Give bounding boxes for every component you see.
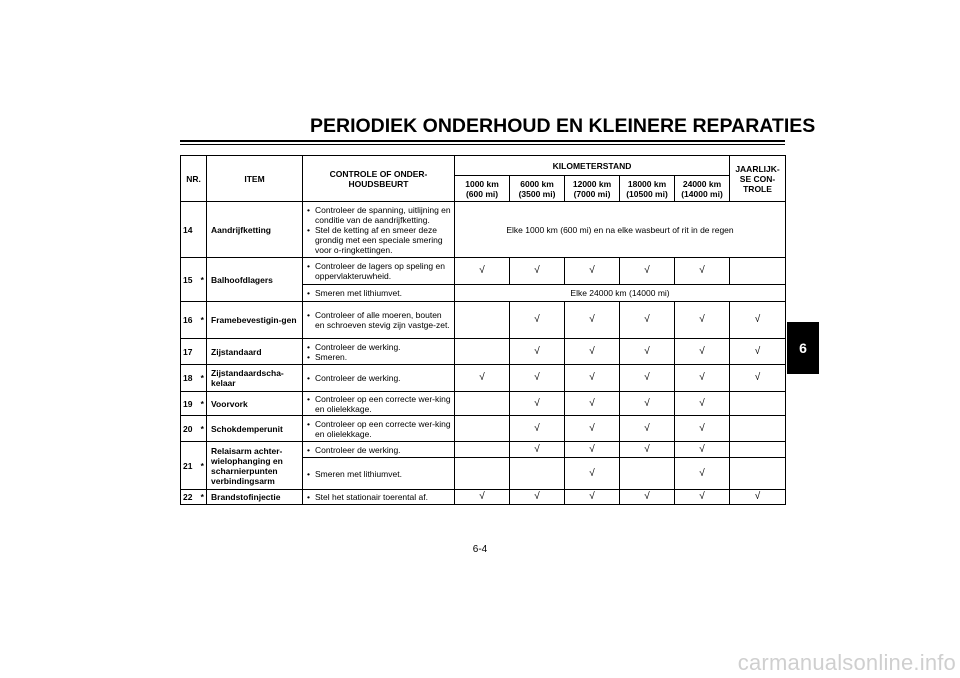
- check-cell: [620, 258, 675, 285]
- row-control: [303, 416, 455, 442]
- check-cell: [675, 442, 730, 458]
- check-cell: [675, 392, 730, 416]
- interval-text: Elke 24000 km (14000 mi): [455, 285, 786, 302]
- control-line: • Controleer op een correcte wer-king en olielekkage.: [306, 394, 451, 414]
- title-rule-thin: [180, 144, 785, 145]
- row-control: [303, 392, 455, 416]
- check-cell: [730, 392, 786, 416]
- check-mark: √: [699, 491, 705, 502]
- check-mark: √: [589, 345, 595, 357]
- check-cell: [455, 416, 510, 442]
- check-cell: [730, 416, 786, 442]
- check-cell: [620, 302, 675, 339]
- row-item: Zijstandaard: [207, 339, 303, 365]
- row-item: Framebevestigin-gen: [207, 302, 303, 339]
- check-cell: [455, 458, 510, 490]
- interval-text: Elke 1000 km (600 mi) en na elke wasbeurt of rit in de regen: [455, 202, 786, 258]
- check-cell: [510, 365, 565, 392]
- check-cell: [730, 442, 786, 458]
- check-mark: √: [534, 443, 540, 455]
- row-item: Zijstandaardscha-kelaar: [207, 365, 303, 392]
- row-star: *: [199, 258, 207, 302]
- control-line: • Stel het stationair toerental af.: [306, 492, 451, 502]
- control-line: • Controleer of alle moeren, bouten en schroeven stevig zijn vastge-zet.: [306, 310, 451, 330]
- row-star: [199, 202, 207, 258]
- table-row: [181, 302, 786, 339]
- check-mark: √: [644, 491, 650, 502]
- row-nr: 16: [181, 302, 199, 339]
- header-km-3: 12000 km (7000 mi): [565, 176, 620, 202]
- check-cell: [675, 458, 730, 490]
- check-mark: √: [644, 443, 650, 455]
- check-mark: √: [479, 265, 485, 276]
- header-yearly: JAARLIJK-SE CON-TROLE: [730, 156, 786, 202]
- check-mark: √: [534, 422, 540, 434]
- check-mark: √: [699, 372, 705, 383]
- check-cell: [620, 392, 675, 416]
- row-nr: 22: [181, 490, 199, 505]
- check-mark: √: [534, 491, 540, 502]
- header-nr: NR.: [181, 156, 207, 202]
- check-mark: √: [699, 345, 705, 357]
- check-mark: √: [534, 265, 540, 276]
- check-mark: √: [754, 314, 761, 325]
- check-cell: [510, 302, 565, 339]
- check-cell: [455, 392, 510, 416]
- row-star: *: [199, 490, 207, 505]
- check-cell: [565, 339, 620, 365]
- check-cell: [675, 302, 730, 339]
- control-line: • Controleer de werking.: [306, 342, 451, 352]
- watermark[interactable]: carmanualsonline.info: [737, 650, 956, 675]
- check-mark: √: [589, 443, 595, 455]
- row-star: *: [199, 365, 207, 392]
- row-nr: 14: [181, 202, 199, 258]
- row-star: *: [199, 302, 207, 339]
- check-mark: √: [699, 397, 705, 409]
- check-cell: [675, 339, 730, 365]
- check-mark: √: [534, 345, 540, 357]
- table-row: [181, 202, 786, 258]
- control-line: • Controleer op een correcte wer-king en olielekkage.: [306, 419, 451, 439]
- title-rule-thick: [180, 140, 785, 142]
- check-cell: [565, 490, 620, 505]
- check-cell: [730, 365, 786, 392]
- check-mark: √: [534, 314, 540, 325]
- control-line: • Controleer de lagers op speling en oppervlakteruwheid.: [306, 261, 451, 281]
- row-item: Schokdemperunit: [207, 416, 303, 442]
- check-mark: √: [644, 265, 650, 276]
- check-mark: √: [534, 372, 540, 383]
- check-mark: √: [534, 397, 540, 409]
- row-nr: 17: [181, 339, 199, 365]
- check-cell: [565, 365, 620, 392]
- check-mark: √: [699, 467, 705, 479]
- check-cell: [455, 302, 510, 339]
- check-cell: [730, 339, 786, 365]
- check-mark: √: [699, 265, 705, 276]
- check-cell: [510, 258, 565, 285]
- check-mark: √: [644, 372, 650, 383]
- check-cell: [510, 392, 565, 416]
- row-star: *: [199, 442, 207, 490]
- row-item: Voorvork: [207, 392, 303, 416]
- check-cell: [620, 365, 675, 392]
- check-cell: [620, 339, 675, 365]
- check-cell: [510, 458, 565, 490]
- check-cell: [565, 392, 620, 416]
- check-mark: √: [754, 345, 761, 357]
- check-cell: [730, 458, 786, 490]
- check-mark: √: [699, 314, 705, 325]
- control-line: • Controleer de spanning, uitlijning en conditie van de aandrijfketting.: [306, 205, 451, 225]
- row-item: Brandstofinjectie: [207, 490, 303, 505]
- table-row: [181, 258, 786, 285]
- row-nr: 21: [181, 442, 199, 490]
- header-kilometerstand: KILOMETERSTAND: [455, 156, 730, 176]
- row-nr: 19: [181, 392, 199, 416]
- check-cell: [675, 365, 730, 392]
- maintenance-table: [180, 155, 786, 505]
- check-mark: √: [589, 372, 595, 383]
- row-nr: 18: [181, 365, 199, 392]
- check-mark: √: [754, 491, 761, 502]
- table-row: [181, 490, 786, 505]
- header-km-2: 6000 km (3500 mi): [510, 176, 565, 202]
- check-cell: [565, 458, 620, 490]
- row-item: Aandrijfketting: [207, 202, 303, 258]
- check-mark: √: [479, 372, 485, 383]
- control-line: • Controleer de werking.: [306, 373, 451, 383]
- page-title: PERIODIEK ONDERHOUD EN KLEINERE REPARATIES: [310, 115, 816, 137]
- check-cell: [565, 416, 620, 442]
- check-cell: [565, 258, 620, 285]
- check-cell: [675, 416, 730, 442]
- control-line: • Smeren met lithiumvet.: [306, 288, 451, 298]
- row-control: [303, 442, 455, 458]
- row-control: [303, 490, 455, 505]
- check-cell: [510, 339, 565, 365]
- check-mark: √: [589, 491, 595, 502]
- check-cell: [620, 416, 675, 442]
- table-row: [181, 442, 786, 458]
- header-km-5: 24000 km (14000 mi): [675, 176, 730, 202]
- table-row: [181, 416, 786, 442]
- row-nr: 15: [181, 258, 199, 302]
- check-cell: [730, 490, 786, 505]
- row-control: [303, 285, 455, 302]
- row-control: [303, 365, 455, 392]
- check-cell: [620, 442, 675, 458]
- check-mark: √: [699, 443, 705, 455]
- check-cell: [510, 416, 565, 442]
- check-mark: √: [644, 345, 650, 357]
- row-control: [303, 458, 455, 490]
- row-star: *: [199, 392, 207, 416]
- row-item: Balhoofdlagers: [207, 258, 303, 302]
- check-cell: [455, 490, 510, 505]
- check-cell: [455, 339, 510, 365]
- check-mark: √: [754, 372, 761, 383]
- control-line: • Stel de ketting af en smeer deze grondig met een speciale smering voor o-ringkettingen.: [306, 225, 451, 255]
- check-cell: [620, 490, 675, 505]
- check-mark: √: [589, 422, 595, 434]
- table-row: [181, 339, 786, 365]
- check-cell: [565, 302, 620, 339]
- control-line: • Smeren met lithiumvet.: [306, 469, 451, 479]
- header-km-1: 1000 km (600 mi): [455, 176, 510, 202]
- check-mark: √: [589, 265, 595, 276]
- check-cell: [455, 258, 510, 285]
- row-star: *: [199, 416, 207, 442]
- check-cell: [730, 258, 786, 285]
- row-control: [303, 339, 455, 365]
- check-mark: √: [644, 314, 650, 325]
- header-control: CONTROLE OF ONDER-HOUDSBEURT: [303, 156, 455, 202]
- check-cell: [455, 442, 510, 458]
- check-mark: √: [644, 397, 650, 409]
- control-line: • Controleer de werking.: [306, 445, 451, 455]
- row-item: Relaisarm achter-wielophanging en scharnierpunten verbindingsarm: [207, 442, 303, 490]
- header-item: ITEM: [207, 156, 303, 202]
- check-cell: [620, 458, 675, 490]
- row-star: [199, 339, 207, 365]
- row-control: [303, 302, 455, 339]
- check-cell: [565, 442, 620, 458]
- check-cell: [510, 490, 565, 505]
- control-line: • Smeren.: [306, 352, 451, 362]
- row-control: [303, 202, 455, 258]
- check-mark: √: [589, 397, 595, 409]
- check-mark: √: [699, 422, 705, 434]
- row-control: [303, 258, 455, 285]
- check-mark: √: [479, 491, 485, 502]
- check-cell: [510, 442, 565, 458]
- check-cell: [455, 365, 510, 392]
- table-row: [181, 365, 786, 392]
- section-tab[interactable]: 6: [787, 322, 819, 374]
- page-number: 6-4: [472, 544, 488, 555]
- check-cell: [675, 490, 730, 505]
- row-nr: 20: [181, 416, 199, 442]
- table-row: [181, 392, 786, 416]
- check-mark: √: [589, 314, 595, 325]
- check-mark: √: [644, 422, 650, 434]
- check-cell: [675, 258, 730, 285]
- check-mark: √: [589, 467, 595, 479]
- header-km-4: 18000 km (10500 mi): [620, 176, 675, 202]
- check-cell: [730, 302, 786, 339]
